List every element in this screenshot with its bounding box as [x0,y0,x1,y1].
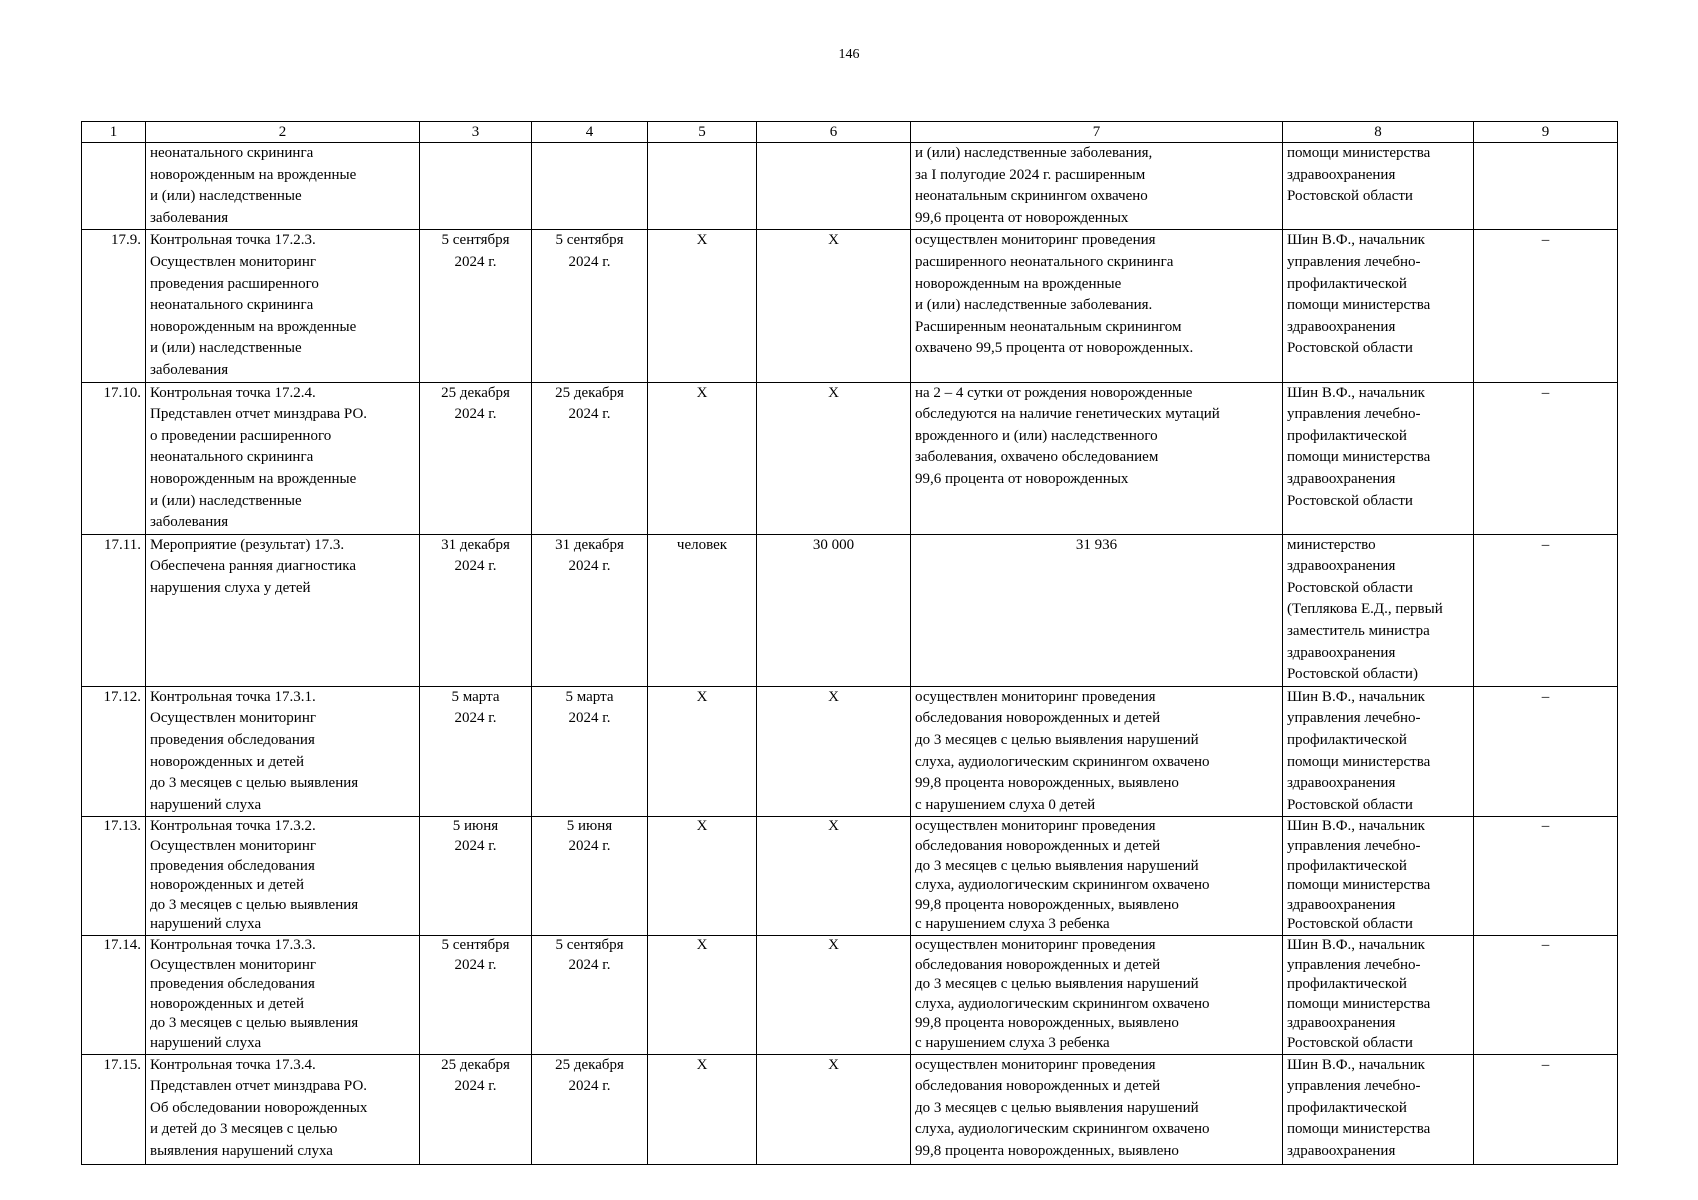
result: осуществлен мониторинг проведения обследования новорожденных и детей до 3 месяцев с целью выявления нарушений слуха, аудиологическим скринингом охвачено 99,8 процента новорожденных, выявлено [911,1054,1283,1164]
row-number: 17.11. [82,534,146,686]
note: – [1474,935,1618,1054]
unit: Х [648,230,757,382]
responsible: министерство здравоохранения Ростовской области (Теплякова Е.Д., первый заместитель министра здравоохранения Ростовской области) [1283,534,1474,686]
plan-date: 5 марта 2024 г. [420,686,532,817]
table-row [82,935,1618,1054]
table-row [82,1054,1618,1164]
unit: Х [648,686,757,817]
plan-value: Х [757,1054,911,1164]
unit: Х [648,382,757,534]
item-name: Контрольная точка 17.3.2. Осуществлен мониторинг проведения обследования новорожденных и детей до 3 месяцев с целью выявления нарушений слуха [146,817,420,936]
table-row [82,230,1618,382]
plan-date: 25 декабря 2024 г. [420,382,532,534]
row-number: 17.12. [82,686,146,817]
fact-date: 5 июня 2024 г. [532,817,648,936]
column-number: 8 [1283,122,1474,143]
note [1474,143,1618,230]
fact-date: 25 декабря 2024 г. [532,1054,648,1164]
table-row [82,686,1618,817]
unit: Х [648,817,757,936]
table-row [82,534,1618,686]
note: – [1474,1054,1618,1164]
plan-date [420,143,532,230]
note: – [1474,534,1618,686]
plan-value [757,143,911,230]
plan-date: 31 декабря 2024 г. [420,534,532,686]
plan-value: Х [757,935,911,1054]
note: – [1474,817,1618,936]
column-number: 5 [648,122,757,143]
plan-value: Х [757,817,911,936]
column-number: 1 [82,122,146,143]
unit: человек [648,534,757,686]
unit [648,143,757,230]
plan-date: 5 июня 2024 г. [420,817,532,936]
column-number: 6 [757,122,911,143]
item-name: Мероприятие (результат) 17.3. Обеспечена ранняя диагностика нарушения слуха у детей [146,534,420,686]
item-name: Контрольная точка 17.3.4. Представлен отчет минздрава РО. Об обследовании новорожденных и детей до 3 месяцев с целью выявления нарушений слуха [146,1054,420,1164]
result: и (или) наследственные заболевания, за I полугодие 2024 г. расширенным неонатальным скринингом охвачено 99,6 процента от новорожденных [911,143,1283,230]
note: – [1474,230,1618,382]
note: – [1474,686,1618,817]
unit: Х [648,1054,757,1164]
item-name: Контрольная точка 17.3.1. Осуществлен мониторинг проведения обследования новорожденных и детей до 3 месяцев с целью выявления нарушений слуха [146,686,420,817]
plan-date: 25 декабря 2024 г. [420,1054,532,1164]
column-number: 3 [420,122,532,143]
fact-date: 5 сентября 2024 г. [532,935,648,1054]
row-number [82,143,146,230]
row-number: 17.13. [82,817,146,936]
responsible: Шин В.Ф., начальник управления лечебно- профилактической помощи министерства здравоохранения Ростовской области [1283,382,1474,534]
result: осуществлен мониторинг проведения обследования новорожденных и детей до 3 месяцев с целью выявления нарушений слуха, аудиологическим скринингом охвачено 99,8 процента новорожденных, выявлено с нарушением слуха 3 ребенка [911,935,1283,1054]
fact-date: 5 марта 2024 г. [532,686,648,817]
column-number: 9 [1474,122,1618,143]
result: осуществлен мониторинг проведения расширенного неонатального скрининга новорожденным на врожденные и (или) наследственные заболевания. Расширенным неонатальным скринингом охвачено 99,5 процента от новорожденных. [911,230,1283,382]
plan-date: 5 сентября 2024 г. [420,230,532,382]
result: осуществлен мониторинг проведения обследования новорожденных и детей до 3 месяцев с целью выявления нарушений слуха, аудиологическим скринингом охвачено 99,8 процента новорожденных, выявлено с нарушением слуха 3 ребенка [911,817,1283,936]
fact-date [532,143,648,230]
item-name: неонатального скрининга новорожденным на врожденные и (или) наследственные заболевания [146,143,420,230]
row-number: 17.9. [82,230,146,382]
page-number: 146 [838,47,860,62]
column-number: 4 [532,122,648,143]
responsible: Шин В.Ф., начальник управления лечебно- профилактической помощи министерства здравоохранения Ростовской области [1283,935,1474,1054]
responsible: Шин В.Ф., начальник управления лечебно- профилактической помощи министерства здравоохранения Ростовской области [1283,686,1474,817]
row-number: 17.14. [82,935,146,1054]
report-table [81,121,1618,1165]
responsible: помощи министерства здравоохранения Ростовской области [1283,143,1474,230]
responsible: Шин В.Ф., начальник управления лечебно- профилактической помощи министерства здравоохранения [1283,1054,1474,1164]
plan-value: Х [757,230,911,382]
item-name: Контрольная точка 17.3.3. Осуществлен мониторинг проведения обследования новорожденных и детей до 3 месяцев с целью выявления нарушений слуха [146,935,420,1054]
column-number-row [82,122,1618,143]
fact-date: 31 декабря 2024 г. [532,534,648,686]
item-name: Контрольная точка 17.2.3. Осуществлен мониторинг проведения расширенного неонатального скрининга новорожденным на врожденные и (или) наследственные заболевания [146,230,420,382]
plan-value: Х [757,382,911,534]
table-row [82,382,1618,534]
plan-value: 30 000 [757,534,911,686]
fact-date: 5 сентября 2024 г. [532,230,648,382]
row-number: 17.15. [82,1054,146,1164]
item-name: Контрольная точка 17.2.4. Представлен отчет минздрава РО. о проведении расширенного неонатального скрининга новорожденным на врожденные и (или) наследственные заболевания [146,382,420,534]
column-number: 7 [911,122,1283,143]
table-row [82,143,1618,230]
result: 31 936 [911,534,1283,686]
responsible: Шин В.Ф., начальник управления лечебно- профилактической помощи министерства здравоохранения Ростовской области [1283,230,1474,382]
responsible: Шин В.Ф., начальник управления лечебно- профилактической помощи министерства здравоохранения Ростовской области [1283,817,1474,936]
table-row [82,817,1618,936]
result: на 2 – 4 сутки от рождения новорожденные обследуются на наличие генетических мутаций врожденного и (или) наследственного заболевания, охвачено обследованием 99,6 процента от новорожденных [911,382,1283,534]
column-number: 2 [146,122,420,143]
fact-date: 25 декабря 2024 г. [532,382,648,534]
plan-date: 5 сентября 2024 г. [420,935,532,1054]
result: осуществлен мониторинг проведения обследования новорожденных и детей до 3 месяцев с целью выявления нарушений слуха, аудиологическим скринингом охвачено 99,8 процента новорожденных, выявлено с нарушением слуха 0 детей [911,686,1283,817]
row-number: 17.10. [82,382,146,534]
plan-value: Х [757,686,911,817]
note: – [1474,382,1618,534]
unit: Х [648,935,757,1054]
